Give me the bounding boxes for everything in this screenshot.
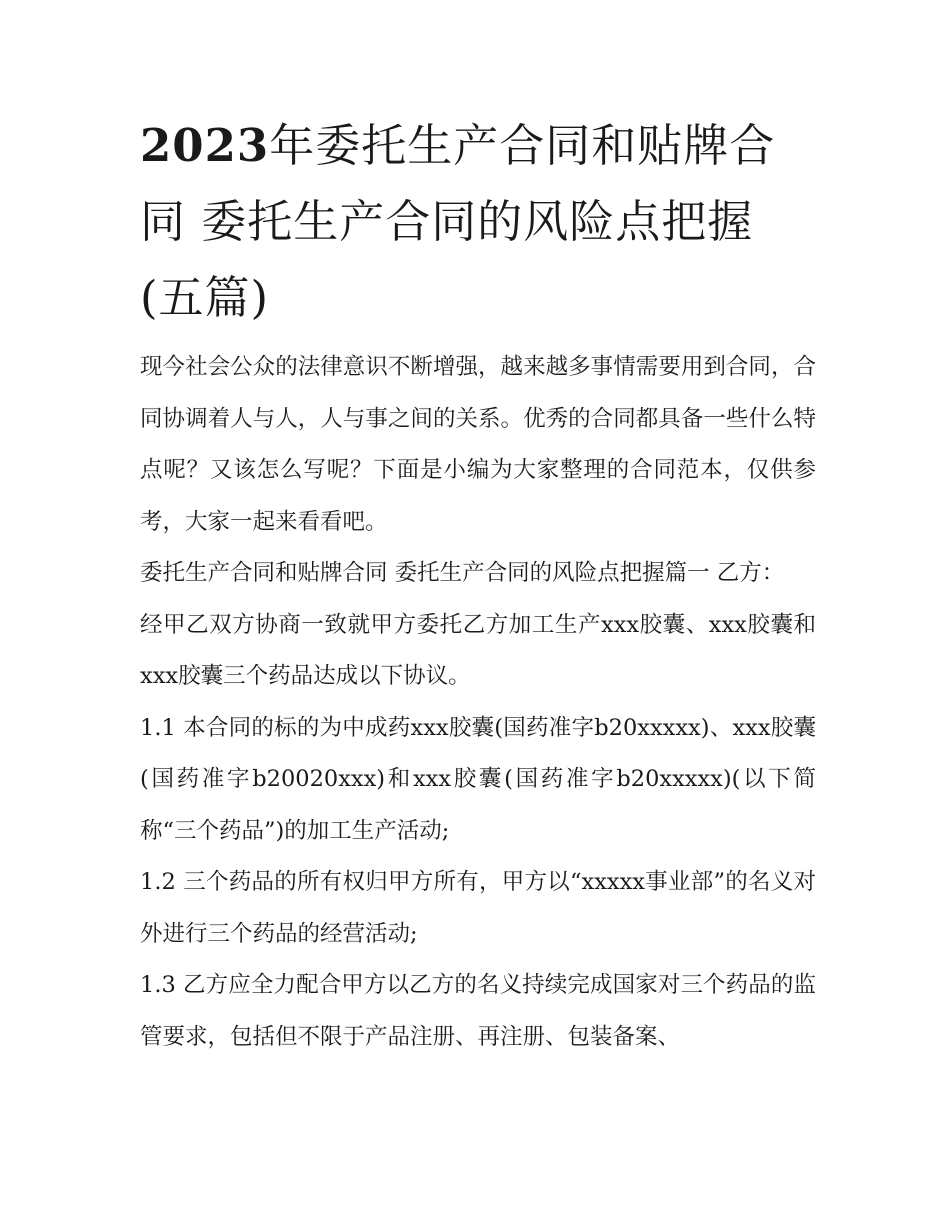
section-heading-paragraph: 委托生产合同和贴牌合同 委托生产合同的风险点把握篇一 乙方： bbox=[140, 560, 785, 586]
title-text: 年委托生产合同和贴牌合同 委托生产合同的风险点把握(五篇) bbox=[140, 119, 776, 324]
document-title bbox=[140, 108, 816, 336]
intro-paragraph: 现今社会公众的法律意识不断增强，越来越多事情需要用到合同，合同协调着人与人，人与事之间的关系。优秀的合同都具备一些什么特点呢？又该怎么写呢？下面是小编为大家整理的合同范本，仅供参考，大家一起来看看吧。 bbox=[140, 354, 816, 535]
agreement-paragraph: 经甲乙双方协商一致就甲方委托乙方加工生产xxx胶囊、xxx胶囊和xxx胶囊三个药品达成以下协议。 bbox=[140, 611, 816, 689]
clause-1-3: 1.3 乙方应全力配合甲方以乙方的名义持续完成国家对三个药品的监管要求，包括但不限于产品注册、再注册、包装备案、 bbox=[140, 972, 816, 1050]
title-year: 2023 bbox=[140, 119, 270, 172]
clause-1-2: 1.2 三个药品的所有权归甲方所有，甲方以“xxxxx事业部”的名义对外进行三个药品的经营活动; bbox=[140, 869, 816, 947]
clause-1-1: 1.1 本合同的标的为中成药xxx胶囊(国药准字b20xxxxx)、xxx胶囊(国药准字b20020xxx)和xxx胶囊(国药准字b20xxxxx)(以下简称“三个药品”)的加工生产活动; bbox=[140, 714, 816, 844]
document-body bbox=[140, 342, 816, 1063]
document-page bbox=[140, 108, 816, 1063]
